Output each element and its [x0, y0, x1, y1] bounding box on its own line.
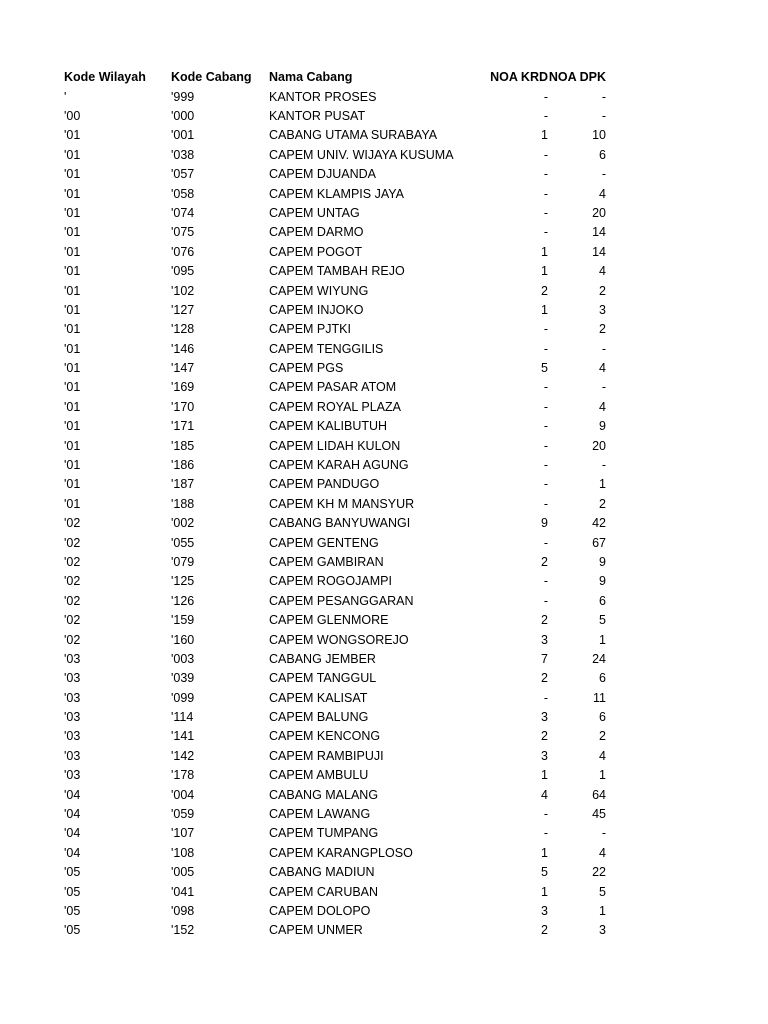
- table-row: [0, 126, 768, 145]
- noa-dpk-cell: 2: [599, 322, 606, 337]
- noa-krd-cell: 1: [541, 128, 548, 143]
- kode-wilayah-cell: '05: [64, 923, 81, 938]
- kode-cabang-cell: '128: [171, 322, 195, 337]
- nama-cabang-cell: CAPEM UNTAG: [269, 205, 360, 220]
- kode-wilayah-cell: '02: [64, 554, 81, 569]
- nama-cabang-cell: CAPEM TAMBAH REJO: [269, 264, 405, 279]
- table-row: [0, 824, 768, 843]
- kode-wilayah-cell: '03: [64, 651, 81, 666]
- header-noa-dpk: NOA DPK: [548, 70, 606, 84]
- noa-dpk-cell: 9: [599, 574, 606, 589]
- nama-cabang-cell: CAPEM KENCONG: [269, 729, 381, 744]
- noa-krd-cell: 1: [541, 244, 548, 259]
- table-row: [0, 282, 768, 301]
- kode-wilayah-cell: '05: [64, 884, 81, 899]
- noa-krd-cell: 2: [541, 283, 548, 298]
- nama-cabang-cell: CAPEM KH M MANSYUR: [269, 496, 415, 511]
- kode-wilayah-cell: '01: [64, 186, 81, 201]
- noa-dpk-cell: 4: [599, 748, 606, 763]
- table-row: [0, 475, 768, 494]
- nama-cabang-cell: CAPEM GENTENG: [269, 535, 379, 550]
- nama-cabang-cell: CAPEM PJTKI: [269, 322, 351, 337]
- kode-cabang-cell: '160: [171, 632, 195, 647]
- kode-wilayah-cell: '05: [64, 904, 81, 918]
- noa-dpk-cell: 4: [599, 845, 606, 860]
- table-row: [0, 320, 768, 339]
- noa-krd-cell: 2: [541, 923, 548, 938]
- kode-wilayah-cell: '01: [64, 167, 81, 182]
- table-row: [0, 883, 768, 902]
- table-row: [0, 340, 768, 359]
- table-row: [0, 437, 768, 456]
- nama-cabang-cell: CAPEM DOLOPO: [269, 904, 371, 918]
- kode-wilayah-cell: '02: [64, 574, 81, 589]
- nama-cabang-cell: CAPEM GAMBIRAN: [269, 554, 384, 569]
- noa-krd-cell: -: [543, 399, 548, 414]
- kode-cabang-cell: '170: [171, 399, 195, 414]
- kode-cabang-cell: '114: [171, 710, 194, 725]
- noa-krd-cell: 2: [541, 729, 548, 744]
- noa-krd-cell: -: [543, 826, 548, 841]
- nama-cabang-cell: CAPEM POGOT: [269, 244, 363, 259]
- nama-cabang-cell: CAPEM WIYUNG: [269, 283, 369, 298]
- noa-dpk-cell: -: [601, 380, 606, 395]
- table-row: [0, 301, 768, 320]
- kode-cabang-cell: '039: [171, 671, 195, 686]
- noa-krd-cell: -: [543, 496, 548, 511]
- noa-dpk-cell: 64: [592, 787, 606, 802]
- noa-dpk-cell: 3: [599, 302, 606, 317]
- noa-krd-cell: -: [543, 341, 548, 356]
- table-row: [0, 844, 768, 863]
- nama-cabang-cell: CAPEM ROGOJAMPI: [269, 574, 392, 589]
- noa-krd-cell: 9: [541, 516, 548, 531]
- header-noa-krd: NOA KRD: [490, 70, 548, 84]
- table-body: [0, 88, 768, 941]
- header-kode-cabang: Kode Cabang: [171, 70, 252, 84]
- kode-wilayah-cell: '04: [64, 845, 81, 860]
- kode-wilayah-cell: '01: [64, 341, 81, 356]
- noa-krd-cell: 3: [541, 904, 548, 918]
- noa-dpk-cell: 22: [592, 865, 606, 880]
- noa-krd-cell: -: [543, 108, 548, 123]
- noa-dpk-cell: -: [601, 341, 606, 356]
- table-row: [0, 495, 768, 514]
- noa-dpk-cell: 5: [599, 613, 606, 628]
- kode-cabang-cell: '058: [171, 186, 195, 201]
- kode-cabang-cell: '146: [171, 341, 195, 356]
- table-row: [0, 902, 768, 921]
- kode-wilayah-cell: '01: [64, 496, 81, 511]
- noa-krd-cell: 2: [541, 671, 548, 686]
- table-row: [0, 88, 768, 107]
- nama-cabang-cell: CAPEM INJOKO: [269, 302, 364, 317]
- noa-krd-cell: 1: [541, 768, 548, 783]
- kode-cabang-cell: '076: [171, 244, 195, 259]
- noa-dpk-cell: -: [601, 89, 606, 104]
- table-row: [0, 107, 768, 126]
- nama-cabang-cell: CAPEM KALIBUTUH: [269, 419, 388, 434]
- kode-cabang-cell: '178: [171, 768, 195, 783]
- noa-krd-cell: -: [543, 593, 548, 608]
- noa-krd-cell: -: [543, 322, 548, 337]
- noa-krd-cell: 3: [541, 710, 548, 725]
- kode-cabang-cell: '185: [171, 438, 195, 453]
- noa-dpk-cell: 9: [599, 554, 606, 569]
- kode-wilayah-cell: '04: [64, 807, 81, 822]
- noa-dpk-cell: 1: [599, 632, 606, 647]
- nama-cabang-cell: KANTOR PUSAT: [269, 108, 366, 123]
- noa-krd-cell: -: [543, 225, 548, 240]
- table-header-row: [0, 68, 768, 88]
- kode-cabang-cell: '041: [171, 884, 195, 899]
- noa-krd-cell: -: [543, 690, 548, 705]
- noa-krd-cell: -: [543, 458, 548, 473]
- noa-krd-cell: 4: [541, 787, 548, 802]
- kode-wilayah-cell: '01: [64, 458, 81, 473]
- noa-krd-cell: 2: [541, 554, 548, 569]
- noa-dpk-cell: 24: [592, 651, 606, 666]
- noa-dpk-cell: -: [601, 108, 606, 123]
- nama-cabang-cell: CABANG UTAMA SURABAYA: [269, 128, 438, 143]
- noa-dpk-cell: 4: [599, 399, 606, 414]
- nama-cabang-cell: CAPEM KARAH AGUNG: [269, 458, 409, 473]
- kode-wilayah-cell: '01: [64, 283, 81, 298]
- table-row: [0, 146, 768, 165]
- noa-krd-cell: -: [543, 167, 548, 182]
- kode-wilayah-cell: '01: [64, 147, 81, 162]
- table-row: [0, 669, 768, 688]
- kode-cabang-cell: '000: [171, 108, 195, 123]
- noa-dpk-cell: 11: [593, 690, 606, 705]
- kode-cabang-cell: '004: [171, 787, 195, 802]
- nama-cabang-cell: CABANG BANYUWANGI: [269, 516, 411, 531]
- noa-krd-cell: -: [543, 535, 548, 550]
- kode-wilayah-cell: '05: [64, 865, 81, 880]
- noa-krd-cell: -: [543, 807, 548, 822]
- noa-dpk-cell: 20: [592, 438, 606, 453]
- kode-cabang-cell: '171: [171, 419, 195, 434]
- noa-krd-cell: -: [543, 89, 548, 104]
- noa-dpk-cell: 20: [592, 205, 606, 220]
- nama-cabang-cell: CAPEM PASAR ATOM: [269, 380, 397, 395]
- kode-wilayah-cell: '03: [64, 729, 81, 744]
- noa-krd-cell: -: [543, 574, 548, 589]
- noa-krd-cell: 7: [541, 651, 548, 666]
- spreadsheet-table: [0, 68, 768, 941]
- table-row: [0, 805, 768, 824]
- kode-cabang-cell: '038: [171, 147, 195, 162]
- noa-dpk-cell: 10: [592, 128, 606, 143]
- noa-dpk-cell: 14: [592, 244, 606, 259]
- kode-cabang-cell: '057: [171, 167, 195, 182]
- kode-wilayah-cell: '02: [64, 632, 81, 647]
- table-row: [0, 262, 768, 281]
- nama-cabang-cell: CAPEM DJUANDA: [269, 167, 376, 182]
- table-row: [0, 747, 768, 766]
- nama-cabang-cell: CAPEM TENGGILIS: [269, 341, 384, 356]
- kode-wilayah-cell: '01: [64, 419, 81, 434]
- kode-wilayah-cell: '01: [64, 128, 81, 143]
- noa-krd-cell: 1: [541, 264, 548, 279]
- table-row: [0, 611, 768, 630]
- table-row: [0, 689, 768, 708]
- kode-wilayah-cell: '01: [64, 302, 81, 317]
- noa-krd-cell: 1: [541, 884, 548, 899]
- table-row: [0, 572, 768, 591]
- noa-dpk-cell: 2: [599, 729, 606, 744]
- noa-krd-cell: 2: [541, 613, 548, 628]
- kode-cabang-cell: '055: [171, 535, 195, 550]
- kode-cabang-cell: '141: [171, 729, 195, 744]
- nama-cabang-cell: CAPEM PGS: [269, 361, 344, 376]
- noa-krd-cell: 3: [541, 632, 548, 647]
- kode-cabang-cell: '002: [171, 516, 195, 531]
- nama-cabang-cell: CAPEM PESANGGARAN: [269, 593, 414, 608]
- noa-dpk-cell: 1: [599, 768, 606, 783]
- kode-cabang-cell: '188: [171, 496, 195, 511]
- kode-wilayah-cell: '03: [64, 748, 81, 763]
- nama-cabang-cell: CAPEM TANGGUL: [269, 671, 377, 686]
- table-row: [0, 553, 768, 572]
- kode-wilayah-cell: '02: [64, 535, 81, 550]
- kode-cabang-cell: '107: [171, 826, 195, 841]
- noa-dpk-cell: 3: [599, 923, 606, 938]
- kode-wilayah-cell: '01: [64, 205, 81, 220]
- noa-dpk-cell: -: [601, 167, 606, 182]
- kode-cabang-cell: '098: [171, 904, 195, 918]
- nama-cabang-cell: CAPEM DARMO: [269, 225, 364, 240]
- kode-wilayah-cell: '03: [64, 671, 81, 686]
- noa-dpk-cell: 5: [599, 884, 606, 899]
- nama-cabang-cell: CAPEM UNIV. WIJAYA KUSUMA: [269, 147, 454, 162]
- nama-cabang-cell: CAPEM PANDUGO: [269, 477, 380, 492]
- nama-cabang-cell: CABANG MALANG: [269, 787, 379, 802]
- noa-krd-cell: 1: [541, 302, 548, 317]
- kode-wilayah-cell: '01: [64, 380, 81, 395]
- kode-wilayah-cell: '03: [64, 690, 81, 705]
- nama-cabang-cell: CABANG JEMBER: [269, 651, 376, 666]
- noa-krd-cell: -: [543, 380, 548, 395]
- kode-wilayah-cell: '01: [64, 322, 81, 337]
- table-row: [0, 359, 768, 378]
- kode-cabang-cell: '125: [171, 574, 195, 589]
- kode-wilayah-cell: '01: [64, 438, 81, 453]
- nama-cabang-cell: CAPEM BALUNG: [269, 710, 369, 725]
- noa-krd-cell: -: [543, 477, 548, 492]
- kode-cabang-cell: '079: [171, 554, 195, 569]
- noa-krd-cell: -: [543, 205, 548, 220]
- noa-krd-cell: 5: [541, 865, 548, 880]
- nama-cabang-cell: CAPEM LAWANG: [269, 807, 371, 822]
- table-row: [0, 863, 768, 882]
- kode-wilayah-cell: '01: [64, 361, 81, 376]
- table-row: [0, 165, 768, 184]
- kode-wilayah-cell: '04: [64, 787, 81, 802]
- kode-wilayah-cell: ': [64, 89, 67, 104]
- noa-dpk-cell: 6: [599, 147, 606, 162]
- kode-cabang-cell: '095: [171, 264, 195, 279]
- table-row: [0, 514, 768, 533]
- kode-cabang-cell: '999: [171, 89, 195, 104]
- kode-wilayah-cell: '01: [64, 225, 81, 240]
- kode-cabang-cell: '147: [171, 361, 195, 376]
- kode-cabang-cell: '127: [171, 302, 195, 317]
- noa-dpk-cell: 2: [599, 496, 606, 511]
- table-row: [0, 417, 768, 436]
- nama-cabang-cell: CAPEM KARANGPLOSO: [269, 845, 413, 860]
- noa-dpk-cell: 6: [599, 593, 606, 608]
- table-row: [0, 204, 768, 223]
- kode-cabang-cell: '075: [171, 225, 195, 240]
- noa-dpk-cell: 2: [599, 283, 606, 298]
- noa-dpk-cell: 14: [592, 225, 606, 240]
- kode-cabang-cell: '187: [171, 477, 195, 492]
- table-row: [0, 708, 768, 727]
- kode-wilayah-cell: '01: [64, 399, 81, 414]
- kode-wilayah-cell: '03: [64, 710, 81, 725]
- noa-dpk-cell: 45: [592, 807, 606, 822]
- noa-krd-cell: 1: [541, 845, 548, 860]
- kode-cabang-cell: '102: [171, 283, 195, 298]
- noa-dpk-cell: 4: [599, 264, 606, 279]
- nama-cabang-cell: CAPEM UNMER: [269, 923, 363, 938]
- kode-cabang-cell: '126: [171, 593, 195, 608]
- noa-krd-cell: -: [543, 438, 548, 453]
- table-row: [0, 921, 768, 940]
- header-kode-wilayah: Kode Wilayah: [64, 70, 146, 84]
- kode-cabang-cell: '005: [171, 865, 195, 880]
- kode-wilayah-cell: '01: [64, 264, 81, 279]
- kode-cabang-cell: '142: [171, 748, 195, 763]
- kode-cabang-cell: '152: [171, 923, 195, 938]
- kode-wilayah-cell: '02: [64, 613, 81, 628]
- nama-cabang-cell: CABANG MADIUN: [269, 865, 375, 880]
- table-row: [0, 592, 768, 611]
- table-row: [0, 398, 768, 417]
- table-row: [0, 786, 768, 805]
- noa-krd-cell: -: [543, 186, 548, 201]
- nama-cabang-cell: CAPEM WONGSOREJO: [269, 632, 409, 647]
- table-row: [0, 534, 768, 553]
- noa-dpk-cell: 4: [599, 186, 606, 201]
- table-row: [0, 456, 768, 475]
- noa-krd-cell: 3: [541, 748, 548, 763]
- nama-cabang-cell: CAPEM LIDAH KULON: [269, 438, 401, 453]
- kode-cabang-cell: '159: [171, 613, 195, 628]
- nama-cabang-cell: CAPEM KLAMPIS JAYA: [269, 186, 404, 201]
- noa-dpk-cell: 42: [592, 516, 606, 531]
- noa-dpk-cell: 9: [599, 419, 606, 434]
- header-nama-cabang: Nama Cabang: [269, 70, 353, 84]
- noa-dpk-cell: 4: [599, 361, 606, 376]
- noa-dpk-cell: 1: [599, 477, 606, 492]
- table-row: [0, 243, 768, 262]
- table-row: [0, 223, 768, 242]
- table-row: [0, 727, 768, 746]
- nama-cabang-cell: CAPEM GLENMORE: [269, 613, 389, 628]
- kode-wilayah-cell: '00: [64, 108, 81, 123]
- table-row: [0, 766, 768, 785]
- noa-dpk-cell: -: [601, 458, 606, 473]
- kode-cabang-cell: '059: [171, 807, 195, 822]
- kode-wilayah-cell: '01: [64, 244, 81, 259]
- nama-cabang-cell: CAPEM RAMBIPUJI: [269, 748, 384, 763]
- noa-dpk-cell: -: [601, 826, 606, 841]
- nama-cabang-cell: CAPEM ROYAL PLAZA: [269, 399, 401, 414]
- noa-dpk-cell: 6: [599, 710, 606, 725]
- table-row: [0, 378, 768, 397]
- noa-dpk-cell: 6: [599, 671, 606, 686]
- nama-cabang-cell: CAPEM KALISAT: [269, 690, 368, 705]
- nama-cabang-cell: CAPEM AMBULU: [269, 768, 369, 783]
- kode-cabang-cell: '001: [171, 128, 195, 143]
- kode-cabang-cell: '186: [171, 458, 195, 473]
- nama-cabang-cell: CAPEM CARUBAN: [269, 884, 379, 899]
- kode-cabang-cell: '099: [171, 690, 195, 705]
- kode-cabang-cell: '074: [171, 205, 195, 220]
- kode-cabang-cell: '003: [171, 651, 195, 666]
- noa-dpk-cell: 67: [592, 535, 606, 550]
- kode-cabang-cell: '108: [171, 845, 195, 860]
- nama-cabang-cell: CAPEM TUMPANG: [269, 826, 379, 841]
- table-row: [0, 185, 768, 204]
- noa-krd-cell: -: [543, 419, 548, 434]
- kode-wilayah-cell: '01: [64, 477, 81, 492]
- kode-wilayah-cell: '04: [64, 826, 81, 841]
- kode-cabang-cell: '169: [171, 380, 195, 395]
- table-row: [0, 650, 768, 669]
- kode-wilayah-cell: '02: [64, 593, 81, 608]
- noa-krd-cell: -: [543, 147, 548, 162]
- nama-cabang-cell: KANTOR PROSES: [269, 89, 377, 104]
- kode-wilayah-cell: '02: [64, 516, 81, 531]
- noa-krd-cell: 5: [541, 361, 548, 376]
- kode-wilayah-cell: '03: [64, 768, 81, 783]
- table-row: [0, 631, 768, 650]
- noa-dpk-cell: 1: [599, 904, 606, 918]
